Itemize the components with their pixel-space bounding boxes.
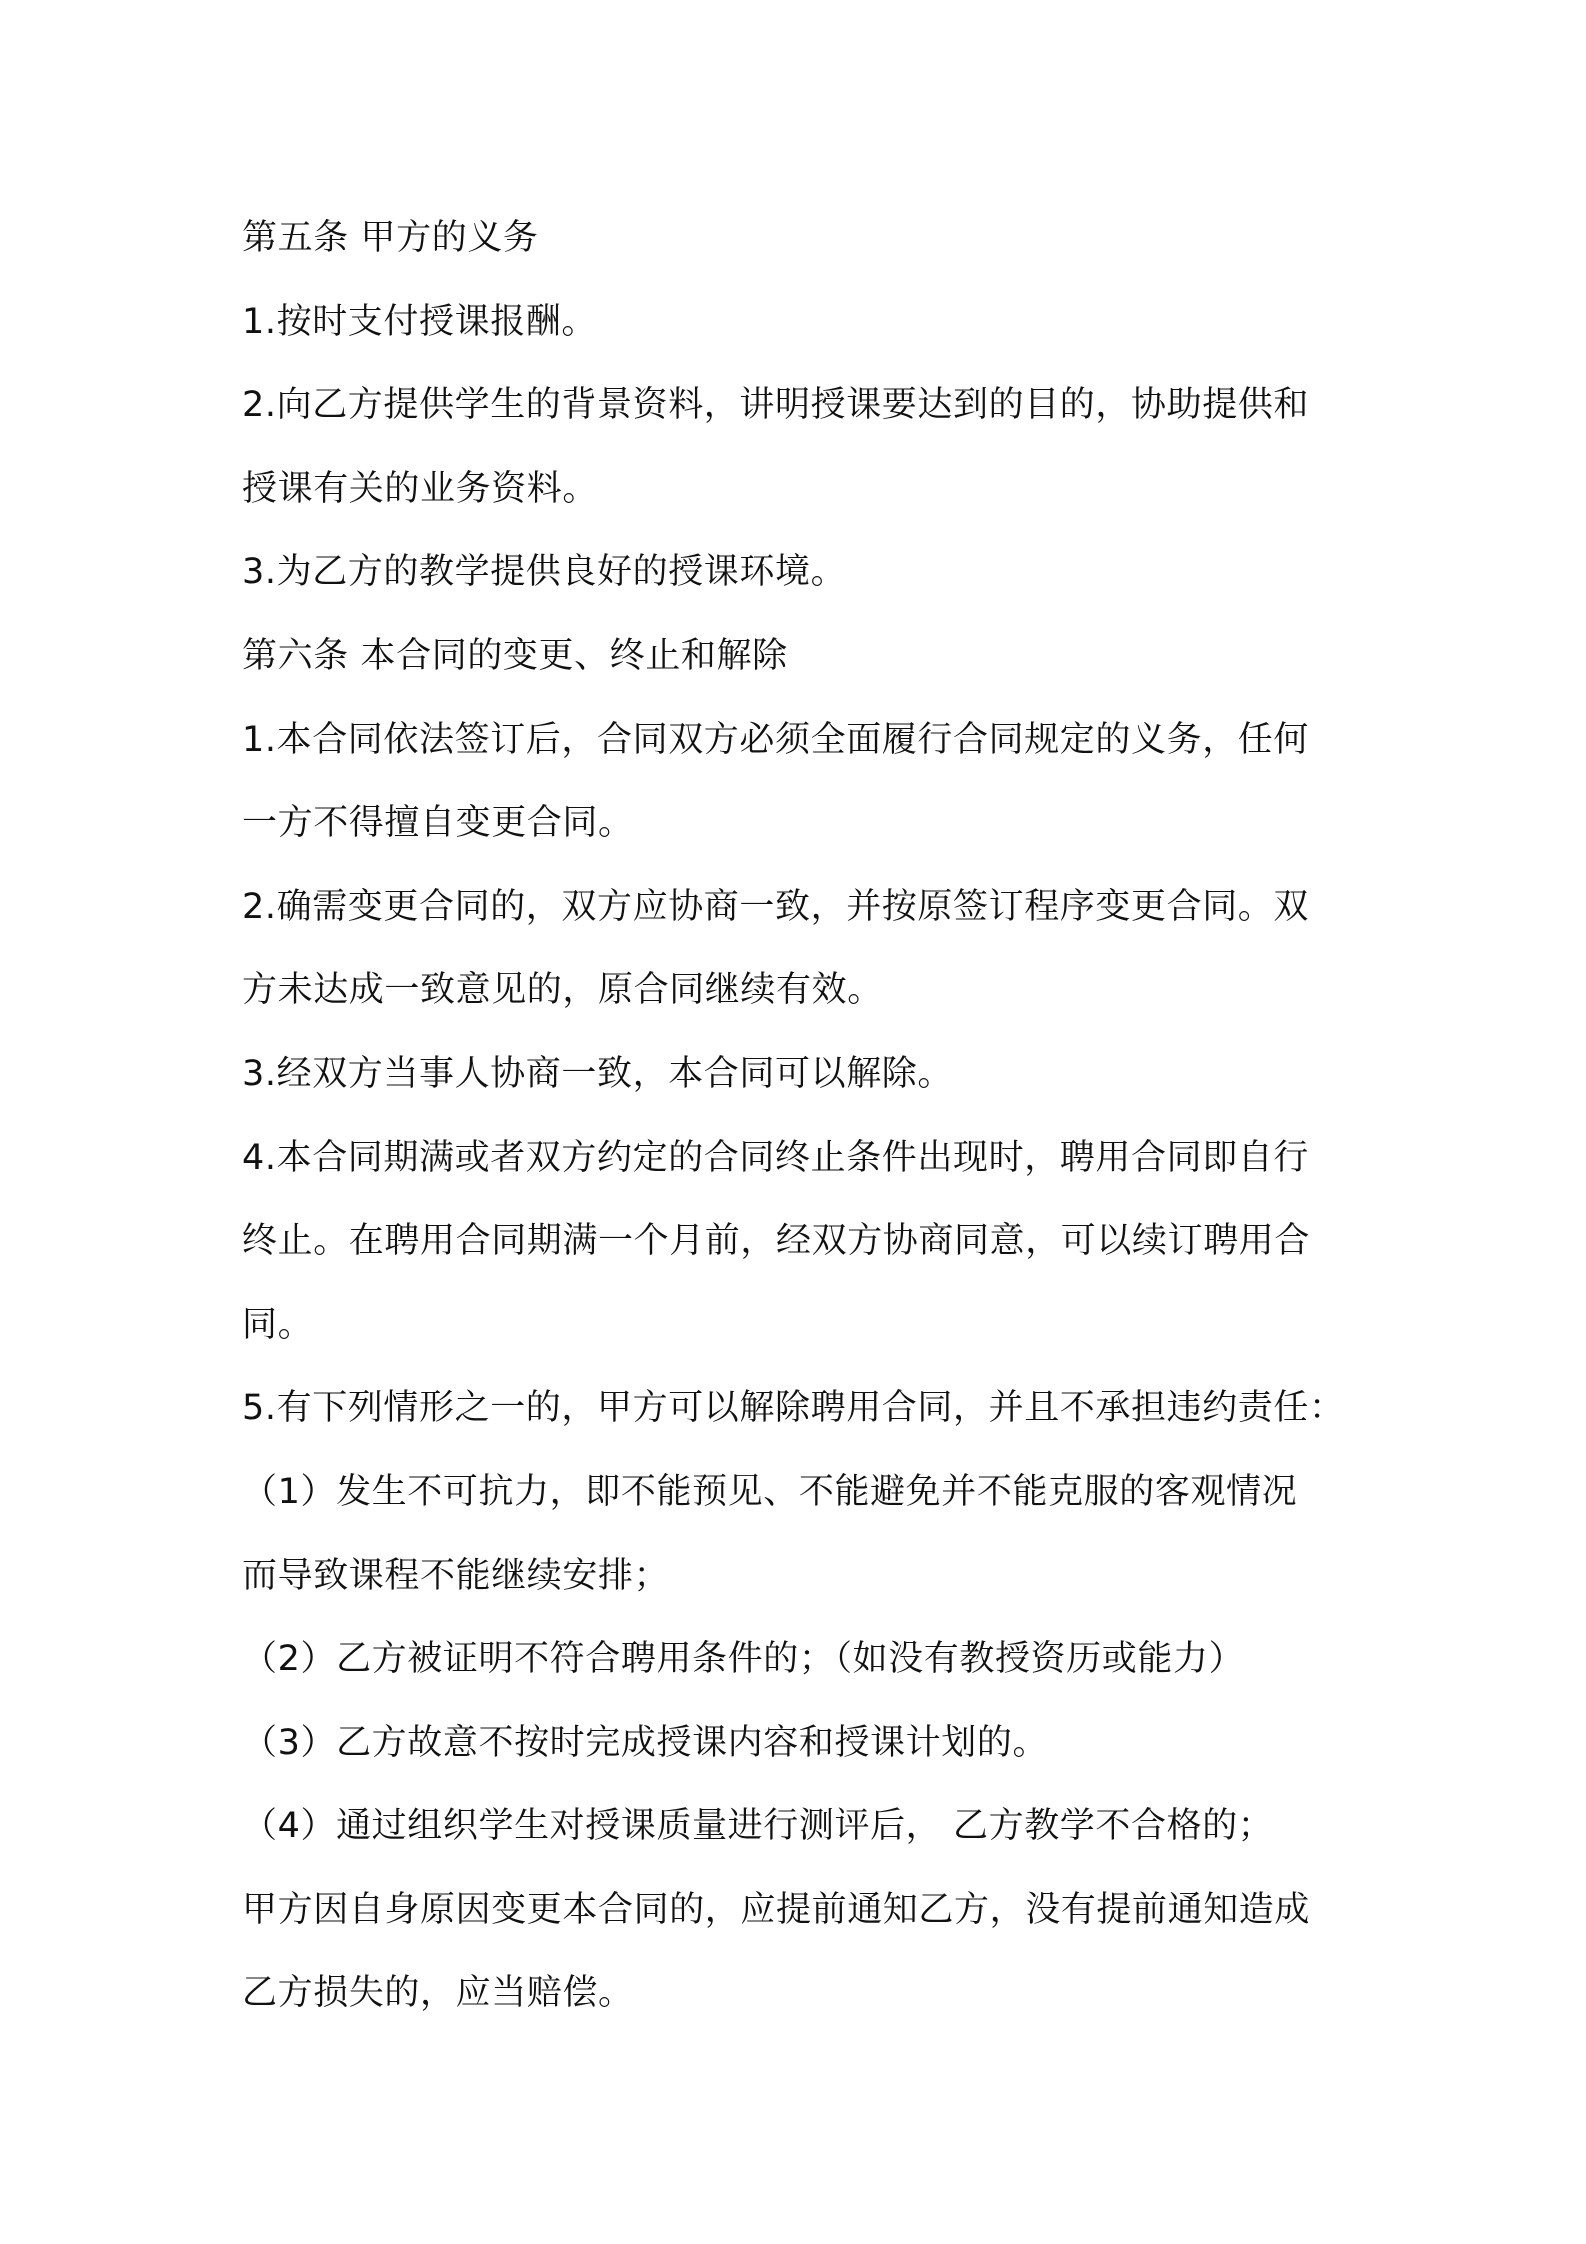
- article-6-item-1-line-2: 一方不得擅自变更合同。: [242, 803, 634, 844]
- article-6-item-4-line-1: 4.本合同期满或者双方约定的合同终止条件出现时，聘用合同即自行: [242, 1137, 1309, 1178]
- document-body: [242, 197, 1367, 2036]
- article-6-item-5-sub-2: （2）乙方被证明不符合聘用条件的；（如没有教授资历或能力）: [242, 1639, 1245, 1680]
- article-6-item-5-sub-1-line-2: 而导致课程不能继续安排；: [242, 1555, 670, 1596]
- article-6-item-4-line-2: 终止。在聘用合同期满一个月前，经双方协商同意，可以续订聘用合: [242, 1221, 1311, 1262]
- article-6-item-2-line-2: 方未达成一致意见的，原合同继续有效。: [242, 970, 883, 1011]
- article-6-item-1-line-1: 1.本合同依法签订后，合同双方必须全面履行合同规定的义务，任何: [242, 719, 1309, 760]
- article-6-item-3: 3.经双方当事人协商一致，本合同可以解除。: [242, 1053, 953, 1094]
- article-6-item-5-sub-4: （4）通过组织学生对授课质量进行测评后， 乙方教学不合格的；: [242, 1806, 1274, 1847]
- article-5-item-1: 1.按时支付授课报酬。: [242, 301, 597, 342]
- article-6-item-5: 5.有下列情形之一的，甲方可以解除聘用合同，并且不承担违约责任：: [242, 1388, 1345, 1429]
- article-6-closing-line-2: 乙方损失的，应当赔偿。: [242, 1973, 634, 2014]
- article-5-item-3: 3.为乙方的教学提供良好的授课环境。: [242, 552, 847, 593]
- article-5-item-2-line-2: 授课有关的业务资料。: [242, 468, 599, 509]
- article-6-heading: 第六条 本合同的变更、终止和解除: [242, 635, 788, 676]
- article-6-closing-line-1: 甲方因自身原因变更本合同的，应提前通知乙方，没有提前通知造成: [242, 1889, 1311, 1930]
- article-6-item-4-line-3: 同。: [242, 1304, 314, 1345]
- article-6-item-5-sub-1-line-1: （1）发生不可抗力，即不能预见、不能避免并不能克服的客观情况: [242, 1471, 1298, 1512]
- article-5-heading: 第五条 甲方的义务: [242, 218, 539, 258]
- article-6-item-2-line-1: 2.确需变更合同的，双方应协商一致，并按原签订程序变更合同。双: [242, 886, 1309, 927]
- article-5-item-2-line-1: 2.向乙方提供学生的背景资料，讲明授课要达到的目的，协助提供和: [242, 385, 1309, 426]
- article-6-item-5-sub-3: （3）乙方故意不按时完成授课内容和授课计划的。: [242, 1722, 1049, 1763]
